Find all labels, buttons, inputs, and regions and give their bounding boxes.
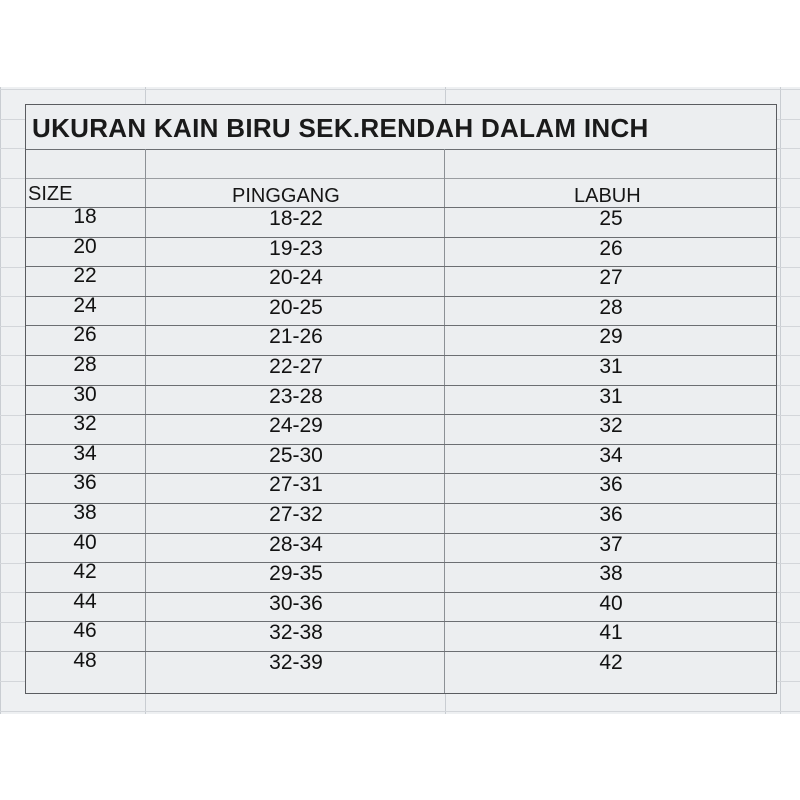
cell-size: 44 <box>73 590 97 613</box>
cell-pinggang: 27-31 <box>269 473 323 496</box>
cell-pinggang: 22-27 <box>269 355 323 378</box>
cell-labuh: 41 <box>599 621 623 644</box>
column-divider-size <box>145 149 146 693</box>
cell-size: 24 <box>73 294 97 317</box>
row-divider <box>26 296 776 297</box>
cell-labuh: 40 <box>599 592 623 615</box>
cell-labuh: 37 <box>599 533 623 556</box>
column-divider-pinggang <box>444 149 445 693</box>
cell-labuh: 32 <box>599 414 623 437</box>
row-divider <box>26 207 776 208</box>
cell-size: 40 <box>73 531 97 554</box>
cell-labuh: 28 <box>599 296 623 319</box>
row-divider <box>26 355 776 356</box>
grid-column-line <box>0 87 1 714</box>
cell-labuh: 29 <box>599 325 623 348</box>
cell-size: 22 <box>73 264 97 287</box>
cell-labuh: 42 <box>599 651 623 674</box>
row-divider <box>26 533 776 534</box>
row-divider <box>26 325 776 326</box>
cell-size: 34 <box>73 442 97 465</box>
cell-pinggang: 19-23 <box>269 237 323 260</box>
row-divider <box>26 266 776 267</box>
row-divider <box>26 444 776 445</box>
cell-pinggang: 32-39 <box>269 651 323 674</box>
cell-pinggang: 29-35 <box>269 562 323 585</box>
cell-size: 46 <box>73 619 97 642</box>
cell-pinggang: 28-34 <box>269 533 323 556</box>
cell-size: 18 <box>73 205 97 228</box>
cell-size: 28 <box>73 353 97 376</box>
cell-labuh: 27 <box>599 266 623 289</box>
cell-size: 36 <box>73 471 97 494</box>
cell-size: 42 <box>73 560 97 583</box>
grid-row-line <box>0 711 800 712</box>
cell-size: 26 <box>73 323 97 346</box>
header-size: SIZE <box>28 183 73 205</box>
row-divider <box>26 621 776 622</box>
cell-pinggang: 23-28 <box>269 385 323 408</box>
cell-labuh: 36 <box>599 503 623 526</box>
row-divider <box>26 414 776 415</box>
grid-column-line <box>780 87 781 714</box>
cell-size: 20 <box>73 235 97 258</box>
row-divider <box>26 473 776 474</box>
cell-pinggang: 32-38 <box>269 621 323 644</box>
row-divider <box>26 503 776 504</box>
row-divider <box>26 237 776 238</box>
cell-pinggang: 20-24 <box>269 266 323 289</box>
cell-labuh: 31 <box>599 385 623 408</box>
cell-labuh: 36 <box>599 473 623 496</box>
title-divider <box>26 149 776 150</box>
cell-labuh: 38 <box>599 562 623 585</box>
row-divider <box>26 385 776 386</box>
cell-pinggang: 25-30 <box>269 444 323 467</box>
cell-pinggang: 21-26 <box>269 325 323 348</box>
cell-pinggang: 20-25 <box>269 296 323 319</box>
cell-pinggang: 27-32 <box>269 503 323 526</box>
row-divider <box>26 651 776 652</box>
cell-pinggang: 24-29 <box>269 414 323 437</box>
cell-labuh: 25 <box>599 207 623 230</box>
row-divider <box>26 562 776 563</box>
header-pinggang: PINGGANG <box>232 185 340 207</box>
grid-row-line <box>0 89 800 90</box>
header-labuh: LABUH <box>574 185 641 207</box>
cell-size: 32 <box>73 412 97 435</box>
table-title: UKURAN KAIN BIRU SEK.RENDAH DALAM INCH <box>32 113 649 143</box>
cell-size: 38 <box>73 501 97 524</box>
cell-labuh: 31 <box>599 355 623 378</box>
cell-pinggang: 30-36 <box>269 592 323 615</box>
row-divider <box>26 592 776 593</box>
cell-labuh: 26 <box>599 237 623 260</box>
spreadsheet-area <box>0 87 800 714</box>
cell-labuh: 34 <box>599 444 623 467</box>
cell-size: 48 <box>73 649 97 672</box>
cell-pinggang: 18-22 <box>269 207 323 230</box>
cell-size: 30 <box>73 383 97 406</box>
blank-row-divider <box>26 178 776 179</box>
size-table <box>25 104 777 694</box>
